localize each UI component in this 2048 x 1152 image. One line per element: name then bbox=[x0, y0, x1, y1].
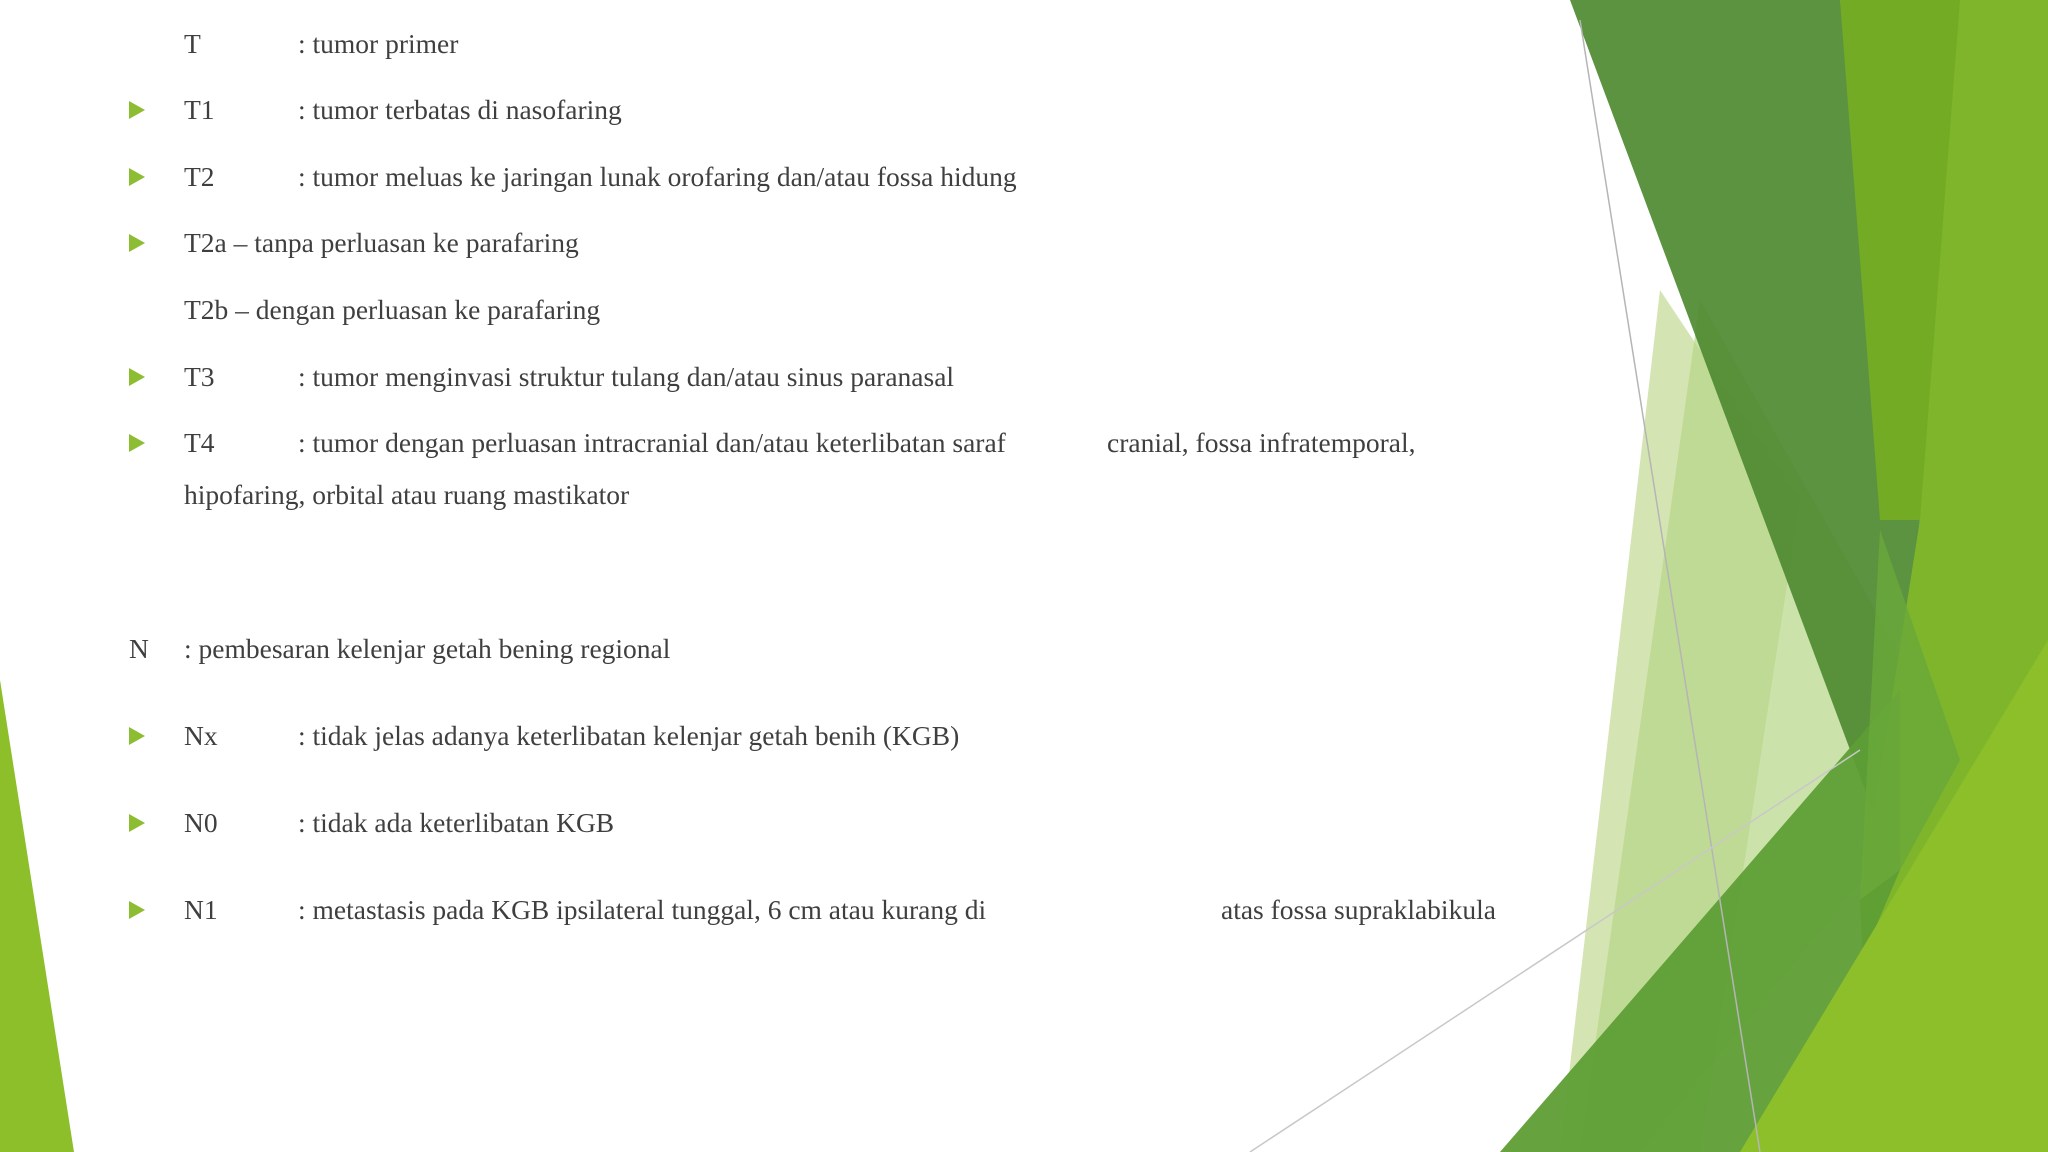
n-header-desc: : pembesaran kelenjar getah bening regional bbox=[184, 633, 671, 664]
item-code: T3 bbox=[184, 361, 215, 392]
item-desc-line2: hipofaring, orbital atau ruang mastikator bbox=[184, 479, 630, 510]
item-desc: : tumor menginvasi struktur tulang dan/atau sinus paranasal bbox=[298, 361, 955, 392]
item-desc: : tumor dengan perluasan intracranial dan/atau keterlibatan saraf bbox=[298, 427, 1006, 458]
triangle-right-icon bbox=[129, 901, 145, 919]
item-code: T2 bbox=[184, 161, 215, 192]
item-desc: : tidak jelas adanya keterlibatan kelenjar getah benih (KGB) bbox=[298, 720, 960, 751]
item-desc-continued: cranial, fossa infratemporal, bbox=[1107, 427, 1416, 458]
triangle-right-icon bbox=[129, 434, 145, 452]
n-header-code: N bbox=[129, 633, 149, 664]
item-desc: : metastasis pada KGB ipsilateral tunggal, 6 cm atau kurang di bbox=[298, 894, 987, 925]
item-code: N1 bbox=[184, 894, 218, 925]
triangle-right-icon bbox=[129, 234, 145, 252]
item-text: T2b – dengan perluasan ke parafaring bbox=[184, 294, 601, 325]
item-desc: : tumor terbatas di nasofaring bbox=[298, 94, 622, 125]
item-desc-continued: atas fossa supraklabikula bbox=[1221, 894, 1496, 925]
item-code: N0 bbox=[184, 807, 218, 838]
t-header-desc: : tumor primer bbox=[298, 28, 459, 59]
triangle-right-icon bbox=[129, 101, 145, 119]
item-code: T1 bbox=[184, 94, 215, 125]
item-text: T2a – tanpa perluasan ke parafaring bbox=[184, 227, 579, 258]
t-header-code: T bbox=[184, 28, 201, 59]
item-code: T4 bbox=[184, 427, 215, 458]
item-desc: : tumor meluas ke jaringan lunak orofaring dan/atau fossa hidung bbox=[298, 161, 1017, 192]
left-green-sliver bbox=[0, 680, 74, 1152]
triangle-right-icon bbox=[129, 168, 145, 186]
item-desc: : tidak ada keterlibatan KGB bbox=[298, 807, 615, 838]
triangle-right-icon bbox=[129, 814, 145, 832]
triangle-right-icon bbox=[129, 368, 145, 386]
item-code: Nx bbox=[184, 720, 218, 751]
triangle-right-icon bbox=[129, 727, 145, 745]
